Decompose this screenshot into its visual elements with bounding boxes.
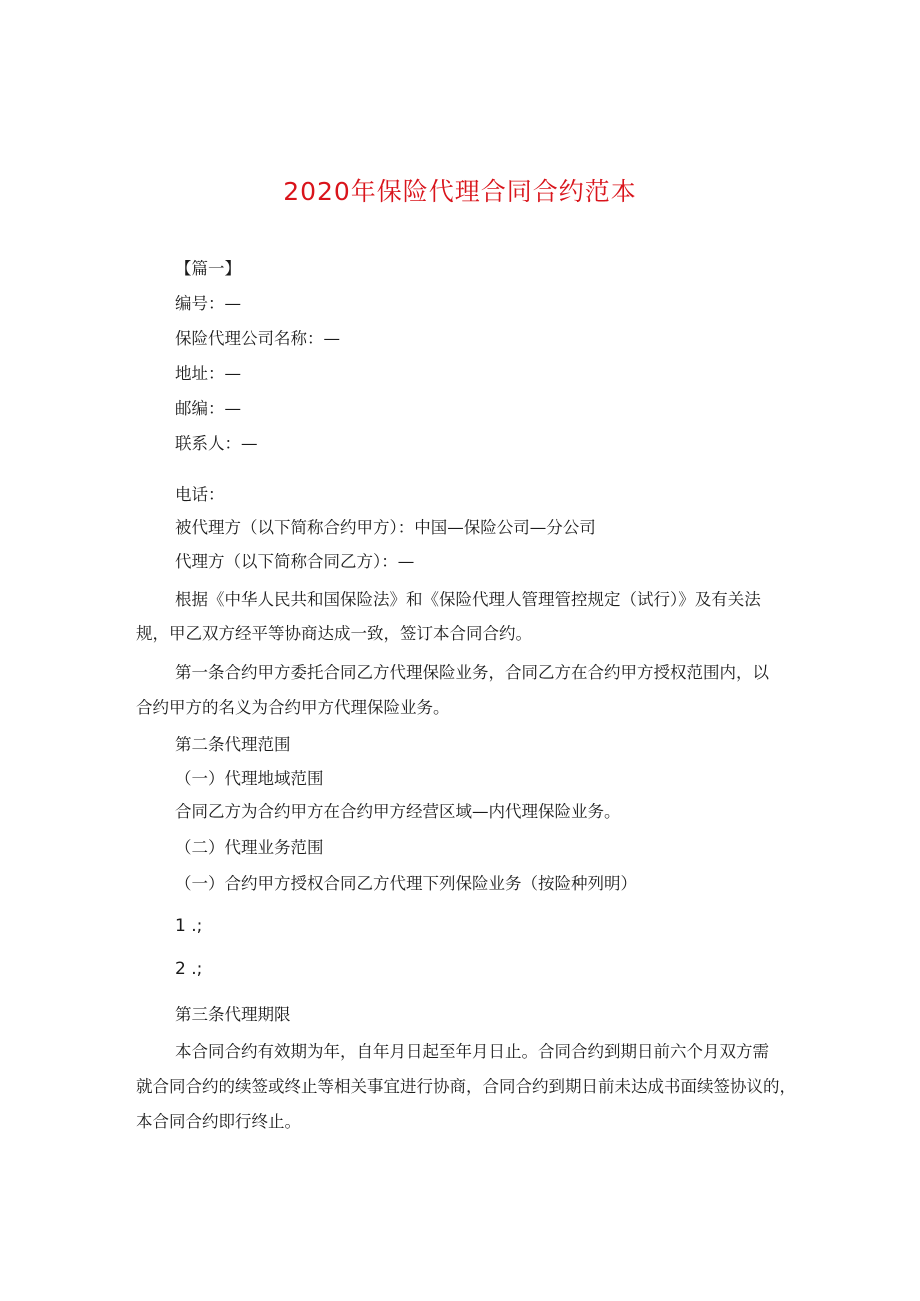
section-heading: 【篇一】: [175, 259, 241, 278]
field-agency-name: 保险代理公司名称：—: [175, 329, 340, 348]
field-address: 地址：—: [175, 364, 241, 383]
party-b-line: 代理方（以下简称合同乙方）：—: [175, 552, 415, 571]
paragraph-line: 合同乙方为合约甲方在合约甲方经营区域—内代理保险业务。: [175, 802, 621, 821]
subsection-heading: （二）代理业务范围: [175, 838, 324, 857]
field-postcode: 邮编：—: [175, 399, 241, 418]
party-a-line: 被代理方（以下简称合约甲方）：中国—保险公司—分公司: [175, 518, 596, 537]
paragraph-line: 就合同合约的续签或终止等相关事宜进行协商，合同合约到期日前未达成书面续签协议的，: [136, 1077, 796, 1096]
paragraph-line: 合约甲方的名义为合约甲方代理保险业务。: [136, 698, 450, 717]
paragraph-line: 本合同合约有效期为年，自年月日起至年月日止。合同合约到期日前六个月双方需: [175, 1042, 769, 1061]
paragraph-line: 本合同合约即行终止。: [136, 1112, 301, 1131]
field-contact: 联系人：—: [175, 434, 258, 453]
field-number: 编号：—: [175, 294, 241, 313]
paragraph-line: （一）合约甲方授权合同乙方代理下列保险业务（按险种列明）: [175, 874, 637, 893]
list-item: 1 .;: [175, 916, 203, 936]
article-heading: 第二条代理范围: [175, 735, 291, 754]
paragraph-line: 第一条合约甲方委托合同乙方代理保险业务，合同乙方在合约甲方授权范围内，以: [175, 663, 769, 682]
article-heading: 第三条代理期限: [175, 1005, 291, 1024]
paragraph-line: 根据《中华人民共和国保险法》和《保险代理人管理管控规定（试行）》及有关法: [175, 590, 761, 609]
field-phone: 电话：: [175, 485, 225, 504]
paragraph-line: 规，甲乙双方经平等协商达成一致，签订本合同合约。: [136, 624, 532, 643]
document-title: 2020年保险代理合同合约范本: [283, 177, 637, 206]
list-item: 2 .;: [175, 959, 203, 979]
subsection-heading: （一）代理地域范围: [175, 769, 324, 788]
